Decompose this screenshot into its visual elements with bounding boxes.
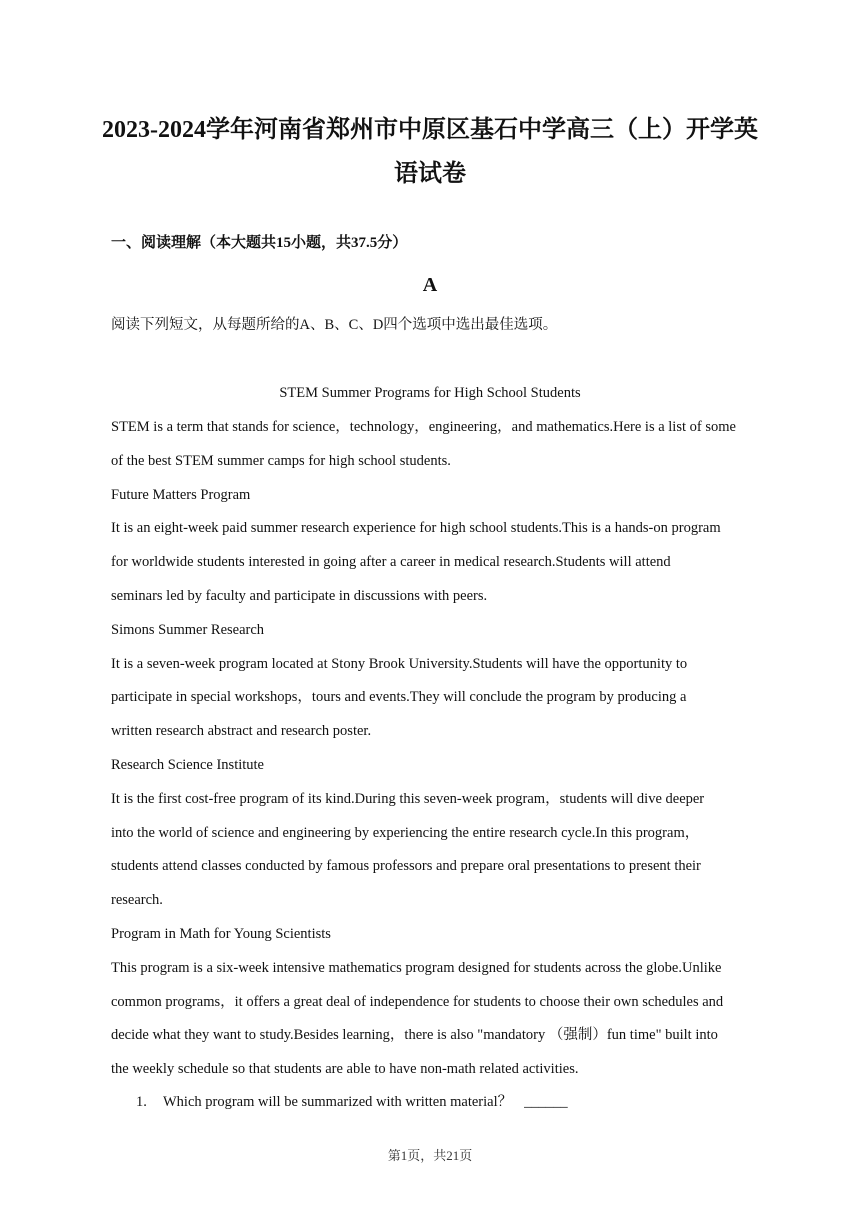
page-title: 2023-2024学年河南省郑州市中原区基石中学高三（上）开学英 <box>102 117 758 143</box>
paragraph-line: research. <box>111 892 163 908</box>
question-text: Which program will be summarized with written material？ <box>163 1094 513 1110</box>
program-heading: Research Science Institute <box>111 757 264 773</box>
paragraph-line: It is the first cost-free program of its kind.During this seven-week program，students will dive deeper <box>111 791 705 807</box>
instruction-text: 阅读下列短文，从每题所给的A、B、C、D四个选项中选出最佳选项。 <box>111 317 558 333</box>
paragraph-line: This program is a six-week intensive mathematics program designed for students across the globe.Unlike <box>111 960 722 976</box>
paragraph-line: decide what they want to study.Besides learning，there is also "mandatory （强制）fun time" built into <box>111 1027 718 1043</box>
question-number: 1. <box>136 1094 147 1110</box>
paragraph-line: participate in special workshops，tours and events.They will conclude the program by producing a <box>111 689 687 705</box>
program-heading: Simons Summer Research <box>111 622 265 638</box>
paragraph-line: into the world of science and engineering by experiencing the entire research cycle.In this program， <box>111 825 700 841</box>
program-heading: Future Matters Program <box>111 487 251 503</box>
paragraph-line: of the best STEM summer camps for high school students. <box>111 453 451 469</box>
paragraph-line: STEM is a term that stands for science，technology，engineering，and mathematics.Here is a list of some <box>111 419 736 435</box>
paragraph-line: written research abstract and research poster. <box>111 723 372 739</box>
paragraph-line: seminars led by faculty and participate in discussions with peers. <box>111 588 488 604</box>
paragraph-line: for worldwide students interested in going after a career in medical research.Students will attend <box>111 554 671 570</box>
answer-blank: ______ <box>524 1094 568 1110</box>
passage-title: STEM Summer Programs for High School Students <box>279 385 581 401</box>
page-title-continued: 语试卷 <box>394 161 466 187</box>
program-heading: Program in Math for Young Scientists <box>111 926 331 942</box>
paragraph-line: common programs，it offers a great deal of independence for students to choose their own schedules and <box>111 994 724 1010</box>
question-1 <box>136 1093 568 1111</box>
section-heading: 一、阅读理解（本大题共15小题，共37.5分） <box>111 235 408 251</box>
passage-label: A <box>422 274 438 296</box>
paragraph-line: students attend classes conducted by famous professors and prepare oral presentations to present their <box>111 858 701 874</box>
paragraph-line: It is an eight-week paid summer research experience for high school students.This is a hands-on program <box>111 520 721 536</box>
paragraph-line: the weekly schedule so that students are able to have non-math related activities. <box>111 1061 579 1077</box>
paragraph-line: It is a seven-week program located at Stony Brook University.Students will have the opportunity to <box>111 656 688 672</box>
page-footer: 第1页，共21页 <box>387 1148 473 1163</box>
